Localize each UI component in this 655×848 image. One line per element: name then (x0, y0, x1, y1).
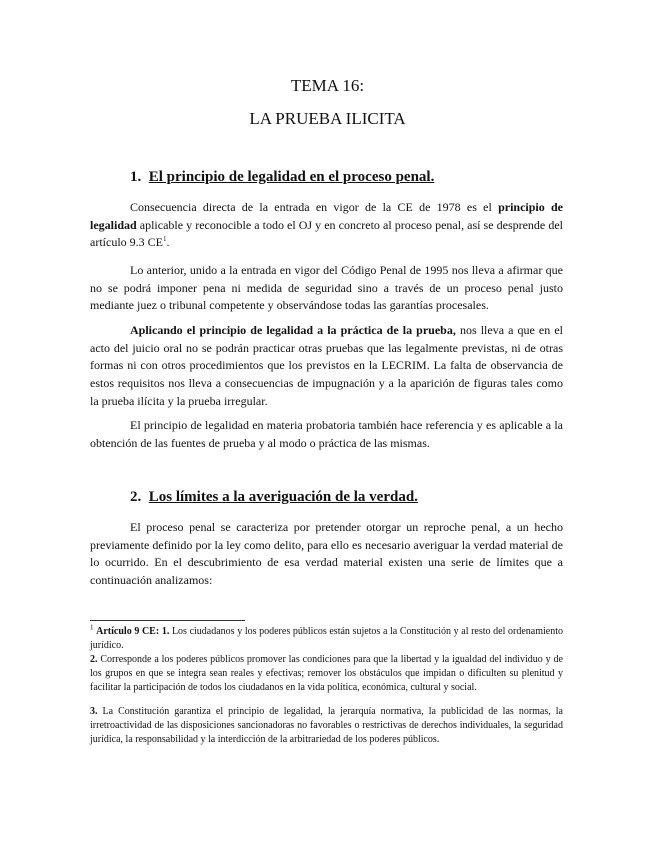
section-1-paragraph-2: Lo anterior, unido a la entrada en vigor del Código Penal de 1995 nos lleva a afirmar que no se podrá imponer pena ni medida de seguridad sino a través de un proceso penal justo mediante juez o tribunal competente y observándose todas las garantías procesales. (90, 263, 563, 313)
bold-lead: Aplicando el principio de legalidad a la práctica de la prueba, (130, 323, 456, 337)
section-1-heading (130, 169, 434, 186)
footnote-item-number: 2. (90, 654, 98, 665)
section-2-paragraph-1: El proceso penal se caracteriza por pretender otorgar un reproche penal, a un hecho previamente definido por la ley como delito, para ello es necesario averiguar la verdad material de lo ocurrido. En el descubrimiento de esa verdad material existen una serie de límites que a continuación analizamos: (90, 520, 563, 588)
footnote-ref[interactable]: 1 (162, 235, 167, 244)
text-run: Consecuencia directa de la entrada en vigor de la CE de 1978 es el (130, 200, 499, 214)
footnote-text: Los ciudadanos y los poderes públicos están sujetos a la Constitución y al resto del ordenamiento jurídico. (90, 626, 563, 652)
text-run: nos lleva a que en el acto del juicio oral no se podrán practicar otras pruebas que las legalmente previstas, ni de otras formas ni con otros procedimientos que los previstos en la LECRIM. La falta de observancia de estos requisitos nos lleva a consecuencias de impugnación y a la aparición de figuras tales como la prueba ilícita y la prueba irregular. (90, 323, 563, 408)
text-run: aplicable y reconocible a todo el OJ y en concreto al proceso penal, así se desprende del artículo 9.3 CE (90, 217, 563, 250)
footnote-text: Corresponde a los poderes públicos promover las condiciones para que la libertad y la igualdad del individuo y de los grupos en que se integra sean reales y efectivas; remover los obstáculos que impidan o dificulten su plenitud y facilitar la participación de todos los ciudadanos en la vida política, económica, cultural y social. (90, 654, 563, 694)
section-1-paragraph-4: El principio de legalidad en materia probatoria también hace referencia y es aplicable a la obtención de las fuentes de prueba y al modo o práctica de las mismas. (90, 418, 563, 450)
footnote-1 (90, 625, 563, 653)
footnote-separator (90, 620, 245, 621)
section-2-heading (130, 489, 418, 506)
section-2-number: 2. (130, 489, 142, 505)
section-2-heading-text: Los límites a la averiguación de la verdad. (148, 489, 418, 505)
footnote-1-item-3 (90, 705, 563, 748)
footnote-1-item-2 (90, 653, 563, 696)
bold-term: principio de legalidad (90, 200, 563, 232)
footnote-text: La Constitución garantiza el principio de legalidad, la jerarquía normativa, la publicidad de las normas, la irretroactividad de las disposiciones sancionadoras no favorables o restrictivas de derechos individuales, la seguridad jurídica, la responsabilidad y la interdicción de la arbitrariedad de los poderes públicos. (90, 706, 563, 746)
footnote-label: Artículo 9 CE: (96, 626, 160, 637)
topic-subtitle: LA PRUEBA ILICITA (249, 109, 406, 128)
footnote-number: 1 (90, 623, 94, 632)
section-1-paragraph-3 (90, 322, 563, 411)
section-1-number: 1. (130, 169, 142, 185)
text-run: . (166, 235, 170, 250)
section-1-paragraph-1 (90, 199, 563, 252)
footnote-item-number: 3. (90, 706, 98, 717)
topic-title: TEMA 16: (290, 76, 365, 95)
section-1-heading-text: El principio de legalidad en el proceso penal. (148, 169, 435, 185)
footnote-item-number: 1. (161, 626, 170, 637)
